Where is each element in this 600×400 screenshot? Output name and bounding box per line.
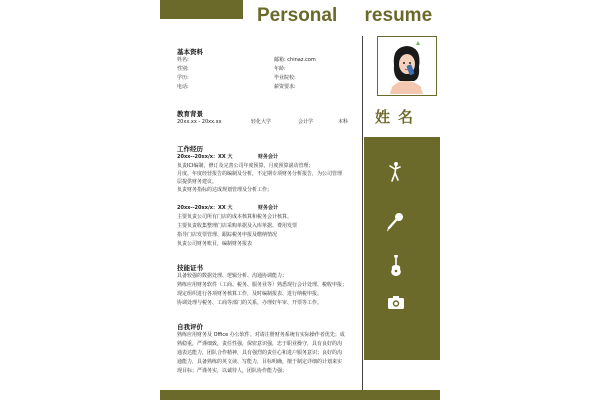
camera-icon bbox=[384, 290, 408, 314]
job-1-period-company: 20xx--20xx/x：XX 大 bbox=[177, 154, 233, 160]
job-2-line-3: 指导门店发票管理、跟踪税务申报及缴纳情况 bbox=[177, 232, 278, 238]
job-2-line-1: 主要负责公司所有门店的成本核算和税务会计核算。 bbox=[177, 214, 293, 220]
education-period: 20xx.xx - 20xx.xx bbox=[177, 119, 222, 125]
self-eval-line-3: 通表达能力，团队合作精神，具有强烈的责任心和进户服务意识；良好的沟 bbox=[177, 350, 343, 356]
basic-name-label: 姓名: bbox=[177, 57, 189, 63]
basic-salary-label: 薪资要求: bbox=[274, 84, 296, 90]
job-2-line-4: 负责公司财务账目，编制财务报表 bbox=[177, 241, 253, 247]
job-1-position: 财务会计 bbox=[258, 154, 279, 160]
basic-education-label: 学历: bbox=[177, 75, 189, 81]
microphone-icon bbox=[384, 209, 408, 233]
education-major: 会计学 bbox=[298, 119, 314, 125]
education-degree: 本科 bbox=[338, 119, 349, 125]
education-school: 轻化大学 bbox=[251, 119, 272, 125]
column-divider bbox=[362, 36, 363, 390]
skills-line-4: 协调处理与税务、工商等部门的关系，办理好年审、开票等工作。 bbox=[177, 300, 323, 306]
basic-info-heading: 基本资料 bbox=[177, 48, 203, 56]
self-eval-line-4: 通能力，具备熟练的英文读、写能力，目标明确，擅于制定详细的计划来实 bbox=[177, 359, 343, 365]
avatar-illustration bbox=[378, 37, 435, 94]
top-accent-bar bbox=[160, 0, 243, 19]
basic-email-label: 邮箱: chinaz.com bbox=[274, 57, 316, 63]
self-eval-heading: 自我评价 bbox=[177, 323, 203, 331]
job-1-line-2: 月度、年度经营报告的编制及分析，不定期专项财务分析报告，为公司管理 bbox=[177, 171, 343, 177]
job-2-line-2: 主要负责收集整理门店采购单据及入库单据、费用发票 bbox=[177, 223, 298, 229]
basic-phone-label: 电话: bbox=[177, 84, 189, 90]
skills-line-1: 具备较强的数据处理、逻辑分析、沟通协调能力； bbox=[177, 273, 288, 279]
job-1-line-3: 层提供财务建议。 bbox=[177, 179, 218, 185]
skills-heading: 技能证书 bbox=[177, 264, 203, 272]
self-eval-line-5: 现目标；严谨务实，以诚待人，团队协作能力强； bbox=[177, 368, 288, 374]
profile-photo bbox=[377, 36, 437, 96]
profile-name: 姓名 bbox=[375, 108, 422, 126]
basic-age-label: 年龄: bbox=[274, 66, 286, 72]
job-2-period-company: 20xx--20xx/x：XX 大 bbox=[177, 205, 233, 211]
page-title: Personal resume bbox=[257, 5, 433, 26]
job-1-line-4: 负责财务指标的达成规划管理及分析工作； bbox=[177, 187, 273, 193]
work-heading: 工作经历 bbox=[177, 145, 203, 153]
job-1-line-1: 负责ICI编制，修订及完善公司年度预算，月度预算滚动管理； bbox=[177, 163, 314, 169]
job-2-position: 财务会计 bbox=[258, 205, 279, 211]
skills-line-3: 现定组织进行各项财务核算工作，及时编制报表、进行纳税申报。 bbox=[177, 291, 323, 297]
basic-school-label: 毕业院校: bbox=[274, 75, 296, 81]
guitar-icon bbox=[384, 254, 408, 278]
self-eval-line-2: 熟稳重，严谨细致，责任性强，保密意识强，忠于职业操守，具有良好的沟 bbox=[177, 341, 343, 347]
basic-gender-label: 性别: bbox=[177, 66, 189, 72]
education-heading: 教育背景 bbox=[177, 110, 203, 118]
bottom-accent-bar bbox=[160, 390, 440, 400]
self-eval-line-1: 熟练应用财务及 Office 办公软件。对请注册财务系统有实际操作者优先；成 bbox=[177, 332, 345, 338]
dancer-icon bbox=[384, 160, 408, 184]
skills-line-2: 熟练应用财务软件（工商、税务、服务业等）熟悉现行会计处理、税收申报； bbox=[177, 282, 348, 288]
